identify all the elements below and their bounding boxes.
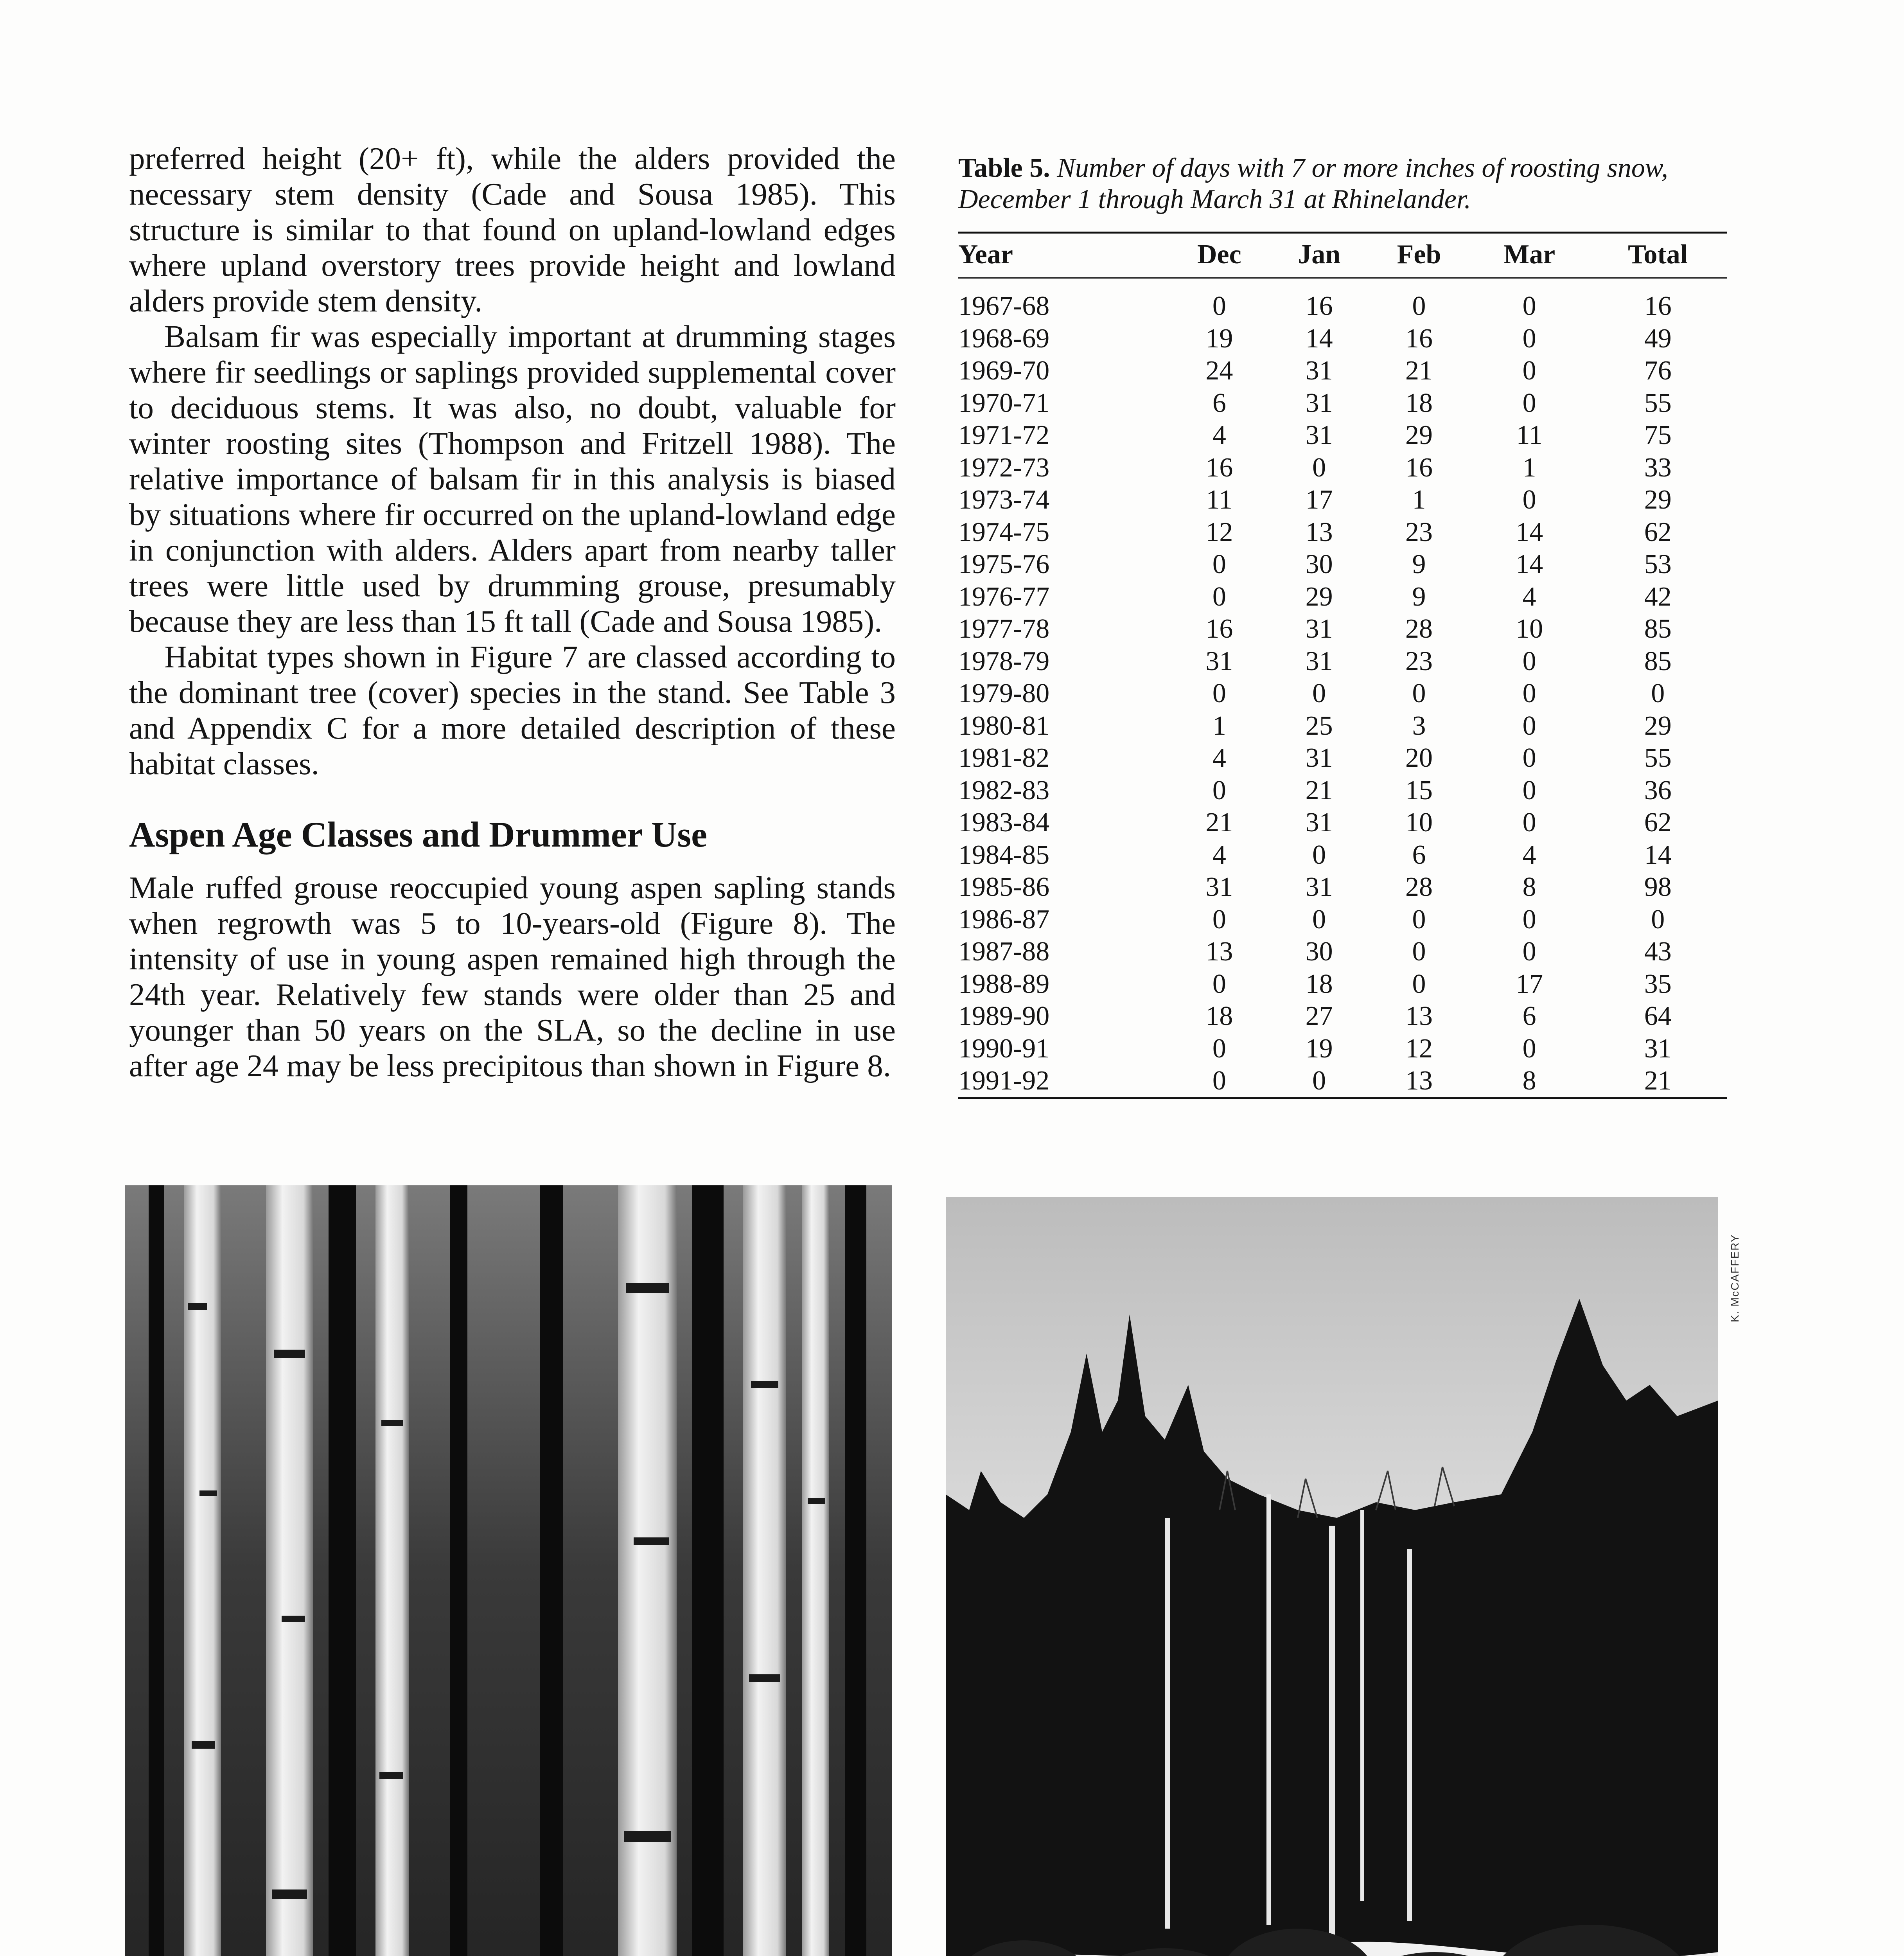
- table-cell-total: 85: [1644, 614, 1672, 644]
- table-row: [958, 968, 1727, 1001]
- table-cell-dec: 6: [1212, 388, 1226, 418]
- table-cell-feb: 21: [1405, 356, 1433, 386]
- table-cell-jan: 13: [1305, 517, 1333, 547]
- table-cell-mar: 0: [1522, 710, 1536, 741]
- table-cell-total: 31: [1644, 1033, 1672, 1064]
- table-cell-feb: 13: [1368, 1065, 1470, 1098]
- table-cell-total: 55: [1644, 743, 1672, 773]
- table-row: [958, 613, 1727, 645]
- table-cell-dec: 19: [1205, 323, 1233, 354]
- table-cell-dec: 16: [1205, 452, 1233, 483]
- table-cell-year: 1969-70: [958, 356, 1050, 386]
- table-cell-year: 1978-79: [958, 646, 1050, 676]
- table-cell-dec: 0: [1212, 1033, 1226, 1064]
- table-cell-mar: 0: [1522, 807, 1536, 838]
- table-cell-feb: 9: [1412, 581, 1426, 612]
- table-cell-feb: 15: [1405, 775, 1433, 805]
- snow-days-table: [958, 232, 1727, 1099]
- table-cell-dec: 0: [1212, 581, 1226, 612]
- table-cell-year: 1972-73: [958, 452, 1050, 483]
- table-cell-dec: 0: [1212, 549, 1226, 579]
- table-cell-mar: 4: [1522, 840, 1536, 870]
- table-cell-mar: 6: [1522, 1001, 1536, 1031]
- table-cell-jan: 17: [1305, 485, 1333, 515]
- table-cell-mar: 11: [1516, 420, 1543, 450]
- birch-stand-illustration: [125, 1185, 892, 1956]
- table-cell-jan: 14: [1305, 323, 1333, 354]
- table-row: [958, 839, 1727, 872]
- table-cell-mar: 0: [1522, 291, 1536, 321]
- table-cell-dec: 13: [1205, 937, 1233, 967]
- column-header-feb: Feb: [1397, 239, 1441, 270]
- table-caption-text: Number of days with 7 or more inches of roosting snow, December 1 through March 31 at Rhinelander.: [958, 153, 1668, 214]
- table-row: [958, 807, 1727, 839]
- table-cell-year: 1979-80: [958, 678, 1050, 708]
- table-cell-total: 53: [1644, 549, 1672, 579]
- table-cell-mar: 0: [1522, 388, 1536, 418]
- table-row: [958, 742, 1727, 775]
- table-cell-dec: 12: [1205, 517, 1233, 547]
- table-cell-feb: 16: [1405, 323, 1433, 354]
- table-cell-total: 0: [1651, 904, 1665, 935]
- table-cell-mar: 0: [1522, 323, 1536, 354]
- table-cell-dec: 0: [1212, 291, 1226, 321]
- table-cell-feb: 0: [1412, 904, 1426, 935]
- table-cell-feb: 0: [1412, 937, 1426, 967]
- table-cell-year: 1974-75: [958, 517, 1050, 547]
- table-row: [958, 645, 1727, 678]
- column-header-dec: Dec: [1197, 239, 1241, 270]
- table-row: [958, 775, 1727, 807]
- table-cell-jan: 25: [1305, 710, 1333, 741]
- table-cell-mar: 0: [1522, 937, 1536, 967]
- section-heading: Aspen Age Classes and Drummer Use: [129, 814, 707, 854]
- table-cell-feb: 1: [1412, 485, 1426, 515]
- body-paragraph-1: preferred height (20+ ft), while the alders provided the necessary stem density (Cade and Sousa 1985). This structure is similar to that found on upland-lowland edges where upland overstory trees provide height and lowland alders provide stem density.: [129, 141, 896, 318]
- table-cell-year: 1970-71: [958, 388, 1050, 418]
- upland-lowland-illustration: [946, 1197, 1718, 1956]
- table-cell-jan: 31: [1305, 388, 1333, 418]
- table-cell-total: 0: [1651, 678, 1665, 708]
- table-cell-year: 1985-86: [958, 872, 1050, 902]
- table-cell-dec: 24: [1205, 356, 1233, 386]
- table-cell-total: 35: [1644, 969, 1672, 999]
- table-cell-dec: 16: [1205, 614, 1233, 644]
- table-cell-mar: 17: [1516, 969, 1543, 999]
- table-cell-jan: 31: [1305, 807, 1333, 838]
- table-cell-total: 36: [1644, 775, 1672, 805]
- table-row: [958, 581, 1727, 613]
- table-cell-year: 1971-72: [958, 420, 1050, 450]
- table-cell-dec: 18: [1205, 1001, 1233, 1031]
- table-cell-total: 55: [1644, 388, 1672, 418]
- table-cell-feb: 23: [1405, 646, 1433, 676]
- table-cell-feb: 28: [1405, 872, 1433, 902]
- table-cell-year: 1988-89: [958, 969, 1050, 999]
- table-cell-mar: 0: [1522, 904, 1536, 935]
- table-cell-dec: 4: [1212, 420, 1226, 450]
- table-row: [958, 278, 1727, 323]
- table-cell-feb: 0: [1412, 678, 1426, 708]
- table-cell-mar: 14: [1516, 549, 1543, 579]
- photo-credit: K. McCAFFERY: [1729, 1234, 1741, 1322]
- table-cell-year: 1967-68: [958, 291, 1050, 321]
- table-cell-total: 98: [1644, 872, 1672, 902]
- table-cell-jan: 27: [1305, 1001, 1333, 1031]
- table-cell-feb: 10: [1405, 807, 1433, 838]
- table-cell-feb: 28: [1405, 614, 1433, 644]
- birch-stand-photo: [125, 1185, 892, 1956]
- table-cell-feb: 16: [1405, 452, 1433, 483]
- table-cell-year: 1987-88: [958, 937, 1050, 967]
- table-cell-year: 1973-74: [958, 485, 1050, 515]
- left-text-column: [129, 141, 896, 1084]
- table-cell-year: 1983-84: [958, 807, 1050, 838]
- table-cell-jan: 0: [1270, 1065, 1368, 1098]
- table-cell-mar: 0: [1522, 678, 1536, 708]
- table-cell-jan: 16: [1305, 291, 1333, 321]
- column-header-year: Year: [958, 239, 1013, 270]
- table-row: [958, 710, 1727, 742]
- table-cell-jan: 21: [1305, 775, 1333, 805]
- table-cell-jan: 31: [1305, 872, 1333, 902]
- table-cell-jan: 19: [1305, 1033, 1333, 1064]
- table-label: Table 5.: [958, 153, 1050, 183]
- table-cell-mar: 0: [1522, 356, 1536, 386]
- table-body: [958, 278, 1727, 1098]
- table-cell-mar: 8: [1470, 1065, 1589, 1098]
- table-cell-year: 1981-82: [958, 743, 1050, 773]
- column-header-jan: Jan: [1298, 239, 1341, 270]
- table-cell-total: 21: [1589, 1065, 1727, 1098]
- table-cell-total: 75: [1644, 420, 1672, 450]
- table-cell-feb: 0: [1412, 969, 1426, 999]
- table-cell-feb: 0: [1412, 291, 1426, 321]
- table-row: [958, 387, 1727, 420]
- table-cell-mar: 4: [1522, 581, 1536, 612]
- table-row: [958, 323, 1727, 355]
- table-cell-dec: 0: [1212, 678, 1226, 708]
- table-cell-total: 62: [1644, 807, 1672, 838]
- table-cell-dec: 0: [1212, 904, 1226, 935]
- table-cell-feb: 13: [1405, 1001, 1433, 1031]
- table-cell-jan: 18: [1305, 969, 1333, 999]
- table-cell-feb: 18: [1405, 388, 1433, 418]
- table-cell-mar: 8: [1522, 872, 1536, 902]
- table-cell-feb: 20: [1405, 743, 1433, 773]
- table-cell-total: 76: [1644, 356, 1672, 386]
- table-cell-total: 62: [1644, 517, 1672, 547]
- table-cell-jan: 31: [1305, 743, 1333, 773]
- table-header-row: [958, 233, 1727, 278]
- table-cell-dec: 11: [1206, 485, 1233, 515]
- column-header-mar: Mar: [1503, 239, 1556, 270]
- table-cell-jan: 31: [1305, 420, 1333, 450]
- table-row: [958, 516, 1727, 549]
- table-cell-year: 1991-92: [958, 1065, 1169, 1098]
- table-cell-mar: 0: [1522, 485, 1536, 515]
- table-cell-year: 1989-90: [958, 1001, 1050, 1031]
- table-cell-dec: 4: [1212, 840, 1226, 870]
- table-cell-jan: 0: [1312, 452, 1326, 483]
- table-cell-jan: 0: [1312, 904, 1326, 935]
- table-row: [958, 678, 1727, 710]
- table-cell-mar: 0: [1522, 646, 1536, 676]
- table-row: [958, 936, 1727, 968]
- table-row: [958, 1065, 1727, 1098]
- table-cell-total: 49: [1644, 323, 1672, 354]
- table-cell-feb: 3: [1412, 710, 1426, 741]
- table-cell-feb: 12: [1405, 1033, 1433, 1064]
- table-row: [958, 548, 1727, 581]
- table-cell-year: 1982-83: [958, 775, 1050, 805]
- table-row: [958, 904, 1727, 936]
- table-cell-mar: 0: [1522, 775, 1536, 805]
- table-cell-dec: 31: [1205, 646, 1233, 676]
- table-cell-total: 29: [1644, 485, 1672, 515]
- table-cell-year: 1976-77: [958, 581, 1050, 612]
- table-cell-mar: 14: [1516, 517, 1543, 547]
- table-cell-jan: 0: [1312, 840, 1326, 870]
- table-cell-jan: 30: [1305, 937, 1333, 967]
- table-cell-jan: 0: [1312, 678, 1326, 708]
- table-cell-dec: 4: [1212, 743, 1226, 773]
- table-cell-feb: 29: [1405, 420, 1433, 450]
- table-cell-total: 85: [1644, 646, 1672, 676]
- table-cell-year: 1986-87: [958, 904, 1050, 935]
- table-row: [958, 355, 1727, 387]
- table-cell-total: 42: [1644, 581, 1672, 612]
- table-cell-jan: 30: [1305, 549, 1333, 579]
- table-cell-total: 16: [1644, 291, 1672, 321]
- table-cell-dec: 0: [1212, 775, 1226, 805]
- table-cell-total: 33: [1644, 452, 1672, 483]
- table-cell-dec: 21: [1205, 807, 1233, 838]
- body-paragraph-2: Balsam fir was especially important at drumming stages where fir seedlings or saplings provided supplemental cover to deciduous stems. It was also, no doubt, valuable for winter roosting sites (Thompson and Fritzell 1988). The relative importance of balsam fir in this analysis is biased by situations where fir occurred on the upland-lowland edge in conjunction with alders. Alders apart from nearby taller trees were little used by drumming grouse, presumably because they are less than 15 ft tall (Cade and Sousa 1985).: [129, 319, 896, 639]
- table-cell-year: 1984-85: [958, 840, 1050, 870]
- table-cell-total: 14: [1644, 840, 1672, 870]
- body-paragraph-3: Habitat types shown in Figure 7 are classed according to the dominant tree (cover) species in the stand. See Table 3 and Appendix C for a more detailed description of these habitat classes.: [129, 639, 896, 781]
- table-row: [958, 484, 1727, 516]
- table-cell-year: 1977-78: [958, 614, 1050, 644]
- table-row: [958, 419, 1727, 452]
- table-row: [958, 1033, 1727, 1065]
- table-cell-year: 1980-81: [958, 710, 1050, 741]
- table-cell-mar: 0: [1522, 1033, 1536, 1064]
- table-cell-year: 1975-76: [958, 549, 1050, 579]
- table-row: [958, 452, 1727, 484]
- table-cell-jan: 29: [1305, 581, 1333, 612]
- table-cell-jan: 31: [1305, 356, 1333, 386]
- table-cell-feb: 6: [1412, 840, 1426, 870]
- upland-lowland-edge-photo: [946, 1197, 1718, 1956]
- table-cell-mar: 1: [1522, 452, 1536, 483]
- table-cell-year: 1968-69: [958, 323, 1050, 354]
- table-row: [958, 871, 1727, 904]
- table-cell-mar: 0: [1522, 743, 1536, 773]
- table-cell-total: 29: [1644, 710, 1672, 741]
- table-cell-dec: 0: [1169, 1065, 1270, 1098]
- table-cell-mar: 10: [1516, 614, 1543, 644]
- table-cell-jan: 31: [1305, 614, 1333, 644]
- column-header-total: Total: [1628, 239, 1688, 270]
- table-section: [958, 141, 1727, 1099]
- table-row: [958, 1000, 1727, 1033]
- table-cell-year: 1990-91: [958, 1033, 1050, 1064]
- table-cell-jan: 31: [1305, 646, 1333, 676]
- table-caption: [958, 153, 1727, 215]
- section-paragraph: Male ruffed grouse reoccupied young aspen sapling stands when regrowth was 5 to 10-years-old (Figure 8). The intensity of use in young aspen remained high through the 24th year. Relatively few stands were older than 25 and younger than 50 years on the SLA, so the decline in use after age 24 may be less precipitous than shown in Figure 8.: [129, 870, 896, 1083]
- table-cell-dec: 1: [1212, 710, 1226, 741]
- table-cell-total: 43: [1644, 937, 1672, 967]
- table-cell-dec: 0: [1212, 969, 1226, 999]
- table-cell-dec: 31: [1205, 872, 1233, 902]
- table-cell-total: 64: [1644, 1001, 1672, 1031]
- table-cell-feb: 9: [1412, 549, 1426, 579]
- table-cell-feb: 23: [1405, 517, 1433, 547]
